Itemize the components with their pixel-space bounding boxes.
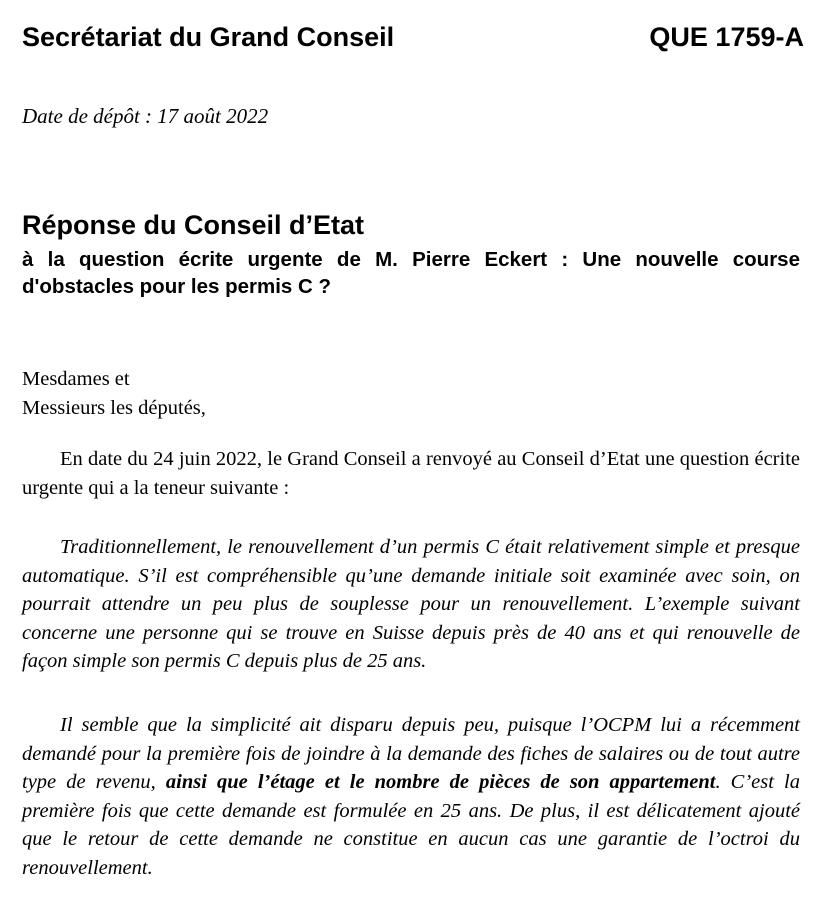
quote-2-text-start: Il semble que la simplicité ait disparu depuis peu, puisque l’OCPM lui a récemment demandé pour la première fois de joindre à la demande des fiches de salaires ou de tout autre type de revenu,: [22, 714, 800, 793]
document-subtitle: à la question écrite urgente de M. Pierre Eckert : Une nouvelle course d'obstacles pour les permis C ?: [22, 248, 800, 298]
quote-2-emphasis: ainsi que l’étage et le nombre de pièces de son appartement: [165, 771, 716, 793]
salutation-line-1: Mesdames et: [22, 368, 130, 390]
quoted-paragraph-2: [22, 711, 800, 882]
quote-2-text-end: . C’est la première fois que cette demande est formulée en 25 ans. De plus, il est délicatement ajouté que le retour de cette demande ne constitue en aucun cas une garantie de l’octroi du renouvellement.: [22, 771, 800, 879]
intro-paragraph: En date du 24 juin 2022, le Grand Conseil a renvoyé au Conseil d’Etat une question écrite urgente qui a la teneur suivante :: [22, 448, 800, 499]
salutation-line-2: Messieurs les députés,: [22, 396, 206, 419]
document-reference: QUE 1759-A: [649, 22, 804, 52]
salutation: [22, 365, 800, 422]
deposit-date: Date de dépôt : 17 août 2022: [22, 104, 269, 128]
document-title: Réponse du Conseil d’Etat: [22, 210, 365, 240]
document-header: [22, 22, 804, 62]
quoted-paragraph-1: Traditionnellement, le renouvellement d’un permis C était relativement simple et presque automatique. S’il est compréhensible qu’une demande initiale soit examinée avec soin, on pourrait attendre un peu plus de souplesse pour un renouvellement. L’exemple suivant concerne une personne qui se trouve en Suisse depuis près de 40 ans et qui renouvelle de façon simple son permis C depuis plus de 25 ans.: [22, 536, 800, 672]
organization-name: Secrétariat du Grand Conseil: [22, 22, 395, 52]
